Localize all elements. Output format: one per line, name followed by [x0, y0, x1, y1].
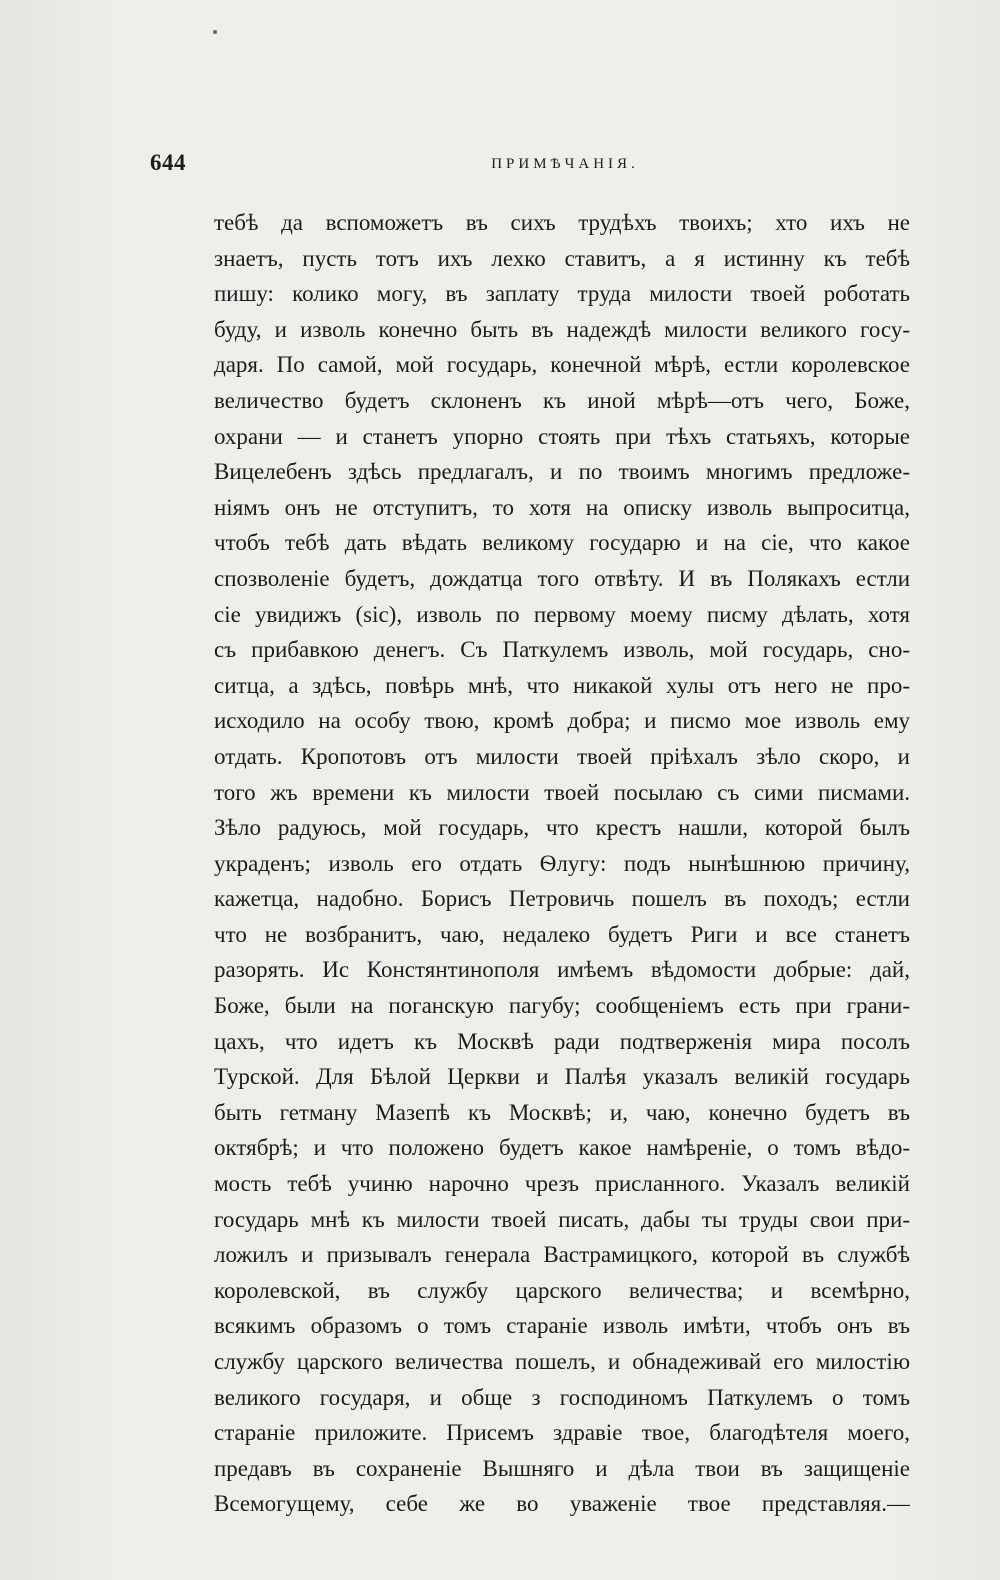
text-line: тебѣ да вспоможетъ въ сихъ трудѣхъ твоихъ; хто ихъ не: [214, 210, 910, 235]
text-line: охрани — и станетъ упорно стоять при тѣхъ статьяхъ, которые: [214, 423, 910, 449]
text-line: октябрѣ; и что положено будетъ какое намѣреніе, о томъ вѣдо-: [214, 1135, 910, 1161]
text-line: кажетца, надобно. Борисъ Петровичь пошелъ въ походъ; естли: [214, 886, 910, 912]
text-line: цахъ, что идетъ къ Москвѣ ради подтверженія мира посолъ: [214, 1028, 910, 1054]
ink-speck: [213, 30, 217, 34]
text-line: даря. По самой, мой государь, конечной мѣрѣ, естли королевское: [214, 352, 910, 378]
text-line: исходило на особу твою, кромѣ добра; и писмо мое изволь ему: [214, 708, 910, 734]
text-line: ніямъ онъ не отступитъ, то хотя на описку изволь выпроситца,: [214, 494, 910, 520]
text-line: буду, и изволь конечно быть въ надеждѣ милости великого госу-: [214, 316, 910, 342]
text-line: Всемогущему, себе же во уваженіе твое представляя.—: [214, 1491, 910, 1517]
text-line: великого государя, и обще з господиномъ Паткулемъ о томъ: [214, 1384, 910, 1410]
page-number: 644: [150, 150, 186, 175]
text-line: всякимъ образомъ о томъ стараніе изволь имѣти, чтобъ онъ въ: [214, 1313, 910, 1339]
body-text: [214, 205, 910, 1522]
text-line: предавъ въ сохраненіе Вышняго и дѣла твои въ защищеніе: [214, 1455, 910, 1481]
text-line: быть гетману Мазепѣ къ Москвѣ; и, чаю, конечно будетъ въ: [214, 1099, 910, 1125]
page-header: [150, 150, 910, 184]
text-line: величество будетъ склоненъ къ иной мѣрѣ—отъ чего, Боже,: [214, 387, 910, 413]
text-line: того жъ времени къ милости твоей посылаю съ сими писмами.: [214, 779, 910, 805]
text-line: чтобъ тебѣ дать вѣдать великому государю и на сіе, что какое: [214, 530, 910, 556]
text-line: мость тебѣ учиню нарочно чрезъ присланного. Указалъ великій: [214, 1171, 910, 1197]
text-line: съ прибавкою денегъ. Съ Паткулемъ изволь, мой государь, сно-: [214, 637, 910, 663]
text-line: спозволеніе будетъ, дождатца того отвѣту. И въ Полякахъ естли: [214, 565, 910, 591]
text-line: Зѣло радуюсь, мой государь, что крестъ нашли, которой былъ: [214, 815, 910, 841]
text-line: Турской. Для Бѣлой Церкви и Палѣя указалъ великій государь: [214, 1064, 910, 1090]
text-line: отдать. Кропотовъ отъ милости твоей пріѣхалъ зѣло скоро, и: [214, 743, 910, 769]
text-line: государь мнѣ къ милости твоей писать, дабы ты труды свои при-: [214, 1206, 910, 1232]
text-line: украденъ; изволь его отдать Ѳлугу: подъ нынѣшнюю причину,: [214, 850, 910, 876]
text-line: пишу: колико могу, въ заплату труда милости твоей роботать: [214, 281, 910, 307]
text-line: стараніе приложите. Присемъ здравіе твое, благодѣтеля моего,: [214, 1420, 910, 1446]
text-line: знаетъ, пусть тотъ ихъ лехко ставитъ, а я истинну къ тебѣ: [214, 245, 910, 271]
text-line: разорять. Ис Констянтинополя имѣемъ вѣдомости добрые: дай,: [214, 957, 910, 983]
running-head: ПРИМѢЧАНІЯ.: [491, 156, 639, 172]
text-line: Боже, были на поганскую пагубу; сообщеніемъ есть при грани-: [214, 993, 910, 1019]
text-line: Вицелебенъ здѣсь предлагалъ, и по твоимъ многимъ предложе-: [214, 459, 910, 485]
text-line: ложилъ и призывалъ генерала Вастрамицкого, которой въ службѣ: [214, 1242, 910, 1268]
text-line: сіе увидижъ (sic), изволь по первому моему писму дѣлать, хотя: [214, 601, 910, 627]
text-line: королевской, въ службу царского величества; и всемѣрно,: [214, 1277, 910, 1303]
text-line: что не возбранитъ, чаю, недалеко будетъ Риги и все станетъ: [214, 921, 910, 947]
text-line: ситца, а здѣсь, повѣрь мнѣ, что никакой хулы отъ него не про-: [214, 672, 910, 698]
text-line: службу царского величества пошелъ, и обнадеживай его милостію: [214, 1349, 910, 1374]
